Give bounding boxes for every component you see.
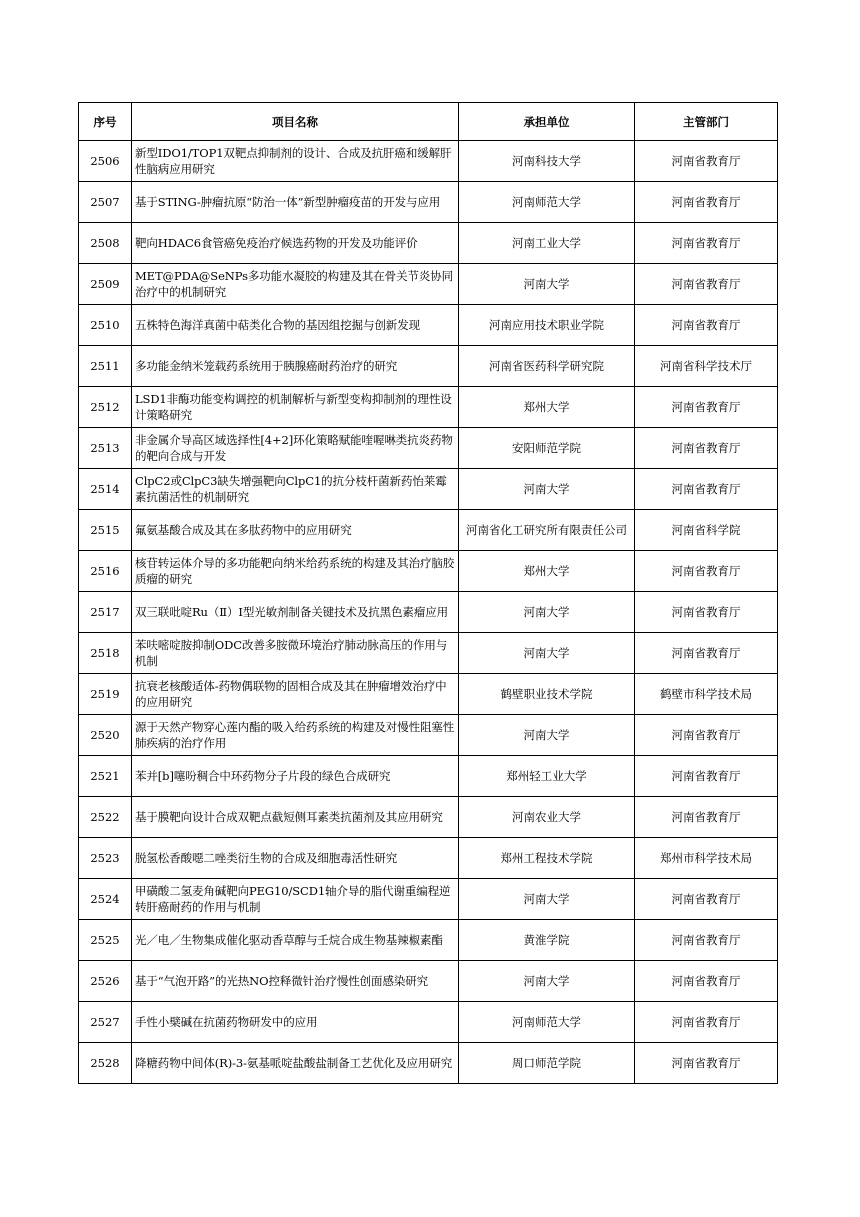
competent-department-cell: 河南省科学技术厅 (635, 346, 778, 387)
table-row (79, 920, 778, 961)
undertaking-unit-cell: 河南省化工研究所有限责任公司 (459, 510, 635, 551)
undertaking-unit-cell: 河南大学 (459, 961, 635, 1002)
competent-department-cell: 河南省教育厅 (635, 387, 778, 428)
table-row (79, 428, 778, 469)
undertaking-unit-cell: 郑州大学 (459, 551, 635, 592)
serial-number-cell: 2528 (79, 1043, 132, 1084)
competent-department-cell: 河南省科学院 (635, 510, 778, 551)
undertaking-unit-cell: 河南大学 (459, 469, 635, 510)
serial-number-cell: 2524 (79, 879, 132, 920)
undertaking-unit-cell: 河南大学 (459, 264, 635, 305)
project-name-cell: 氟氨基酸合成及其在多肽药物中的应用研究 (132, 510, 459, 551)
undertaking-unit-cell: 郑州大学 (459, 387, 635, 428)
table-row (79, 223, 778, 264)
table-row (79, 141, 778, 182)
competent-department-cell: 河南省教育厅 (635, 756, 778, 797)
competent-department-cell: 河南省教育厅 (635, 305, 778, 346)
undertaking-unit-cell: 黄淮学院 (459, 920, 635, 961)
project-name-cell: LSD1非酶功能变构调控的机制解析与新型变构抑制剂的理性设计策略研究 (132, 387, 459, 428)
serial-number-cell: 2525 (79, 920, 132, 961)
project-name-cell: 手性小檗碱在抗菌药物研发中的应用 (132, 1002, 459, 1043)
competent-department-cell: 河南省教育厅 (635, 715, 778, 756)
competent-department-cell: 河南省教育厅 (635, 961, 778, 1002)
project-name-cell: 五株特色海洋真菌中萜类化合物的基因组挖掘与创新发现 (132, 305, 459, 346)
table-row (79, 264, 778, 305)
competent-department-cell: 河南省教育厅 (635, 551, 778, 592)
project-table (78, 102, 778, 1084)
project-name-cell: 苯呋嘧啶胺抑制ODC改善多胺微环境治疗肺动脉高压的作用与机制 (132, 633, 459, 674)
project-name-cell: 降糖药物中间体(R)-3-氨基哌啶盐酸盐制备工艺优化及应用研究 (132, 1043, 459, 1084)
competent-department-cell: 河南省教育厅 (635, 879, 778, 920)
serial-number-cell: 2526 (79, 961, 132, 1002)
undertaking-unit-cell: 郑州轻工业大学 (459, 756, 635, 797)
table-row (79, 1043, 778, 1084)
serial-number-cell: 2509 (79, 264, 132, 305)
competent-department-cell: 河南省教育厅 (635, 592, 778, 633)
project-name-cell: 苯并[b]噻吩稠合中环药物分子片段的绿色合成研究 (132, 756, 459, 797)
competent-department-cell: 河南省教育厅 (635, 469, 778, 510)
undertaking-unit-cell: 郑州工程技术学院 (459, 838, 635, 879)
serial-number-cell: 2508 (79, 223, 132, 264)
project-name-cell: 甲磺酸二氢麦角碱靶向PEG10/SCD1轴介导的脂代谢重编程逆转肝癌耐药的作用与机制 (132, 879, 459, 920)
undertaking-unit-cell: 河南大学 (459, 879, 635, 920)
table-row (79, 305, 778, 346)
competent-department-cell: 河南省教育厅 (635, 264, 778, 305)
undertaking-unit-cell: 河南师范大学 (459, 1002, 635, 1043)
competent-department-cell: 河南省教育厅 (635, 797, 778, 838)
project-name-cell: 脱氢松香酸噁二唑类衍生物的合成及细胞毒活性研究 (132, 838, 459, 879)
serial-number-cell: 2519 (79, 674, 132, 715)
project-name-cell: 靶向HDAC6食管癌免疫治疗候选药物的开发及功能评价 (132, 223, 459, 264)
serial-number-cell: 2510 (79, 305, 132, 346)
serial-number-cell: 2506 (79, 141, 132, 182)
undertaking-unit-cell: 鹤壁职业技术学院 (459, 674, 635, 715)
competent-department-cell: 河南省教育厅 (635, 182, 778, 223)
competent-department-cell: 河南省教育厅 (635, 1002, 778, 1043)
serial-number-cell: 2527 (79, 1002, 132, 1043)
competent-department-cell: 河南省教育厅 (635, 633, 778, 674)
project-name-cell: 光／电／生物集成催化驱动香草醇与壬烷合成生物基辣椒素酯 (132, 920, 459, 961)
header-row (79, 103, 778, 141)
table-row (79, 469, 778, 510)
competent-department-cell: 郑州市科学技术局 (635, 838, 778, 879)
project-name-cell: 源于天然产物穿心莲内酯的吸入给药系统的构建及对慢性阻塞性肺疾病的治疗作用 (132, 715, 459, 756)
table-row (79, 961, 778, 1002)
undertaking-unit-cell: 河南大学 (459, 592, 635, 633)
serial-number-cell: 2513 (79, 428, 132, 469)
project-name-cell: 基于膜靶向设计合成双靶点截短侧耳素类抗菌剂及其应用研究 (132, 797, 459, 838)
competent-department-cell: 河南省教育厅 (635, 223, 778, 264)
table-row (79, 592, 778, 633)
undertaking-unit-cell: 河南大学 (459, 633, 635, 674)
project-name-cell: 抗衰老核酸适体-药物偶联物的固相合成及其在肿瘤增效治疗中的应用研究 (132, 674, 459, 715)
project-name-cell: 新型IDO1/TOP1双靶点抑制剂的设计、合成及抗肝癌和缓解肝性脑病应用研究 (132, 141, 459, 182)
project-name-cell: 基于“气泡开路”的光热NO控释微针治疗慢性创面感染研究 (132, 961, 459, 1002)
table-body (79, 141, 778, 1084)
serial-number-cell: 2523 (79, 838, 132, 879)
table-row (79, 346, 778, 387)
undertaking-unit-cell: 河南工业大学 (459, 223, 635, 264)
header-competent-department: 主管部门 (635, 103, 778, 141)
table-row (79, 838, 778, 879)
serial-number-cell: 2512 (79, 387, 132, 428)
serial-number-cell: 2521 (79, 756, 132, 797)
serial-number-cell: 2516 (79, 551, 132, 592)
project-name-cell: ClpC2或ClpC3缺失增强靶向ClpC1的抗分枝杆菌新药怡莱霉素抗菌活性的机制研究 (132, 469, 459, 510)
undertaking-unit-cell: 河南农业大学 (459, 797, 635, 838)
table-row (79, 387, 778, 428)
serial-number-cell: 2522 (79, 797, 132, 838)
table-row (79, 1002, 778, 1043)
undertaking-unit-cell: 河南省医药科学研究院 (459, 346, 635, 387)
table-row (79, 879, 778, 920)
table-row (79, 633, 778, 674)
project-name-cell: 多功能金纳米笼载药系统用于胰腺癌耐药治疗的研究 (132, 346, 459, 387)
undertaking-unit-cell: 河南应用技术职业学院 (459, 305, 635, 346)
undertaking-unit-cell: 河南师范大学 (459, 182, 635, 223)
serial-number-cell: 2515 (79, 510, 132, 551)
serial-number-cell: 2514 (79, 469, 132, 510)
header-serial-number: 序号 (79, 103, 132, 141)
table-row (79, 551, 778, 592)
serial-number-cell: 2507 (79, 182, 132, 223)
undertaking-unit-cell: 周口师范学院 (459, 1043, 635, 1084)
serial-number-cell: 2520 (79, 715, 132, 756)
header-undertaking-unit: 承担单位 (459, 103, 635, 141)
serial-number-cell: 2518 (79, 633, 132, 674)
project-name-cell: MET@PDA@SeNPs多功能水凝胶的构建及其在骨关节炎协同治疗中的机制研究 (132, 264, 459, 305)
table-row (79, 510, 778, 551)
project-name-cell: 非金属介导高区域选择性[4+2]环化策略赋能喹喔啉类抗炎药物的靶向合成与开发 (132, 428, 459, 469)
undertaking-unit-cell: 安阳师范学院 (459, 428, 635, 469)
undertaking-unit-cell: 河南大学 (459, 715, 635, 756)
table-row (79, 674, 778, 715)
serial-number-cell: 2511 (79, 346, 132, 387)
table-row (79, 797, 778, 838)
undertaking-unit-cell: 河南科技大学 (459, 141, 635, 182)
competent-department-cell: 鹤壁市科学技术局 (635, 674, 778, 715)
project-name-cell: 双三联吡啶Ru（Ⅱ）Ⅰ型光敏剂制备关键技术及抗黑色素瘤应用 (132, 592, 459, 633)
competent-department-cell: 河南省教育厅 (635, 428, 778, 469)
project-name-cell: 基于STING-肿瘤抗原“防治一体”新型肿瘤疫苗的开发与应用 (132, 182, 459, 223)
table-row (79, 715, 778, 756)
serial-number-cell: 2517 (79, 592, 132, 633)
project-name-cell: 核苷转运体介导的多功能靶向纳米给药系统的构建及其治疗脑胶质瘤的研究 (132, 551, 459, 592)
competent-department-cell: 河南省教育厅 (635, 1043, 778, 1084)
competent-department-cell: 河南省教育厅 (635, 920, 778, 961)
header-project-name: 项目名称 (132, 103, 459, 141)
competent-department-cell: 河南省教育厅 (635, 141, 778, 182)
table-row (79, 756, 778, 797)
table-row (79, 182, 778, 223)
